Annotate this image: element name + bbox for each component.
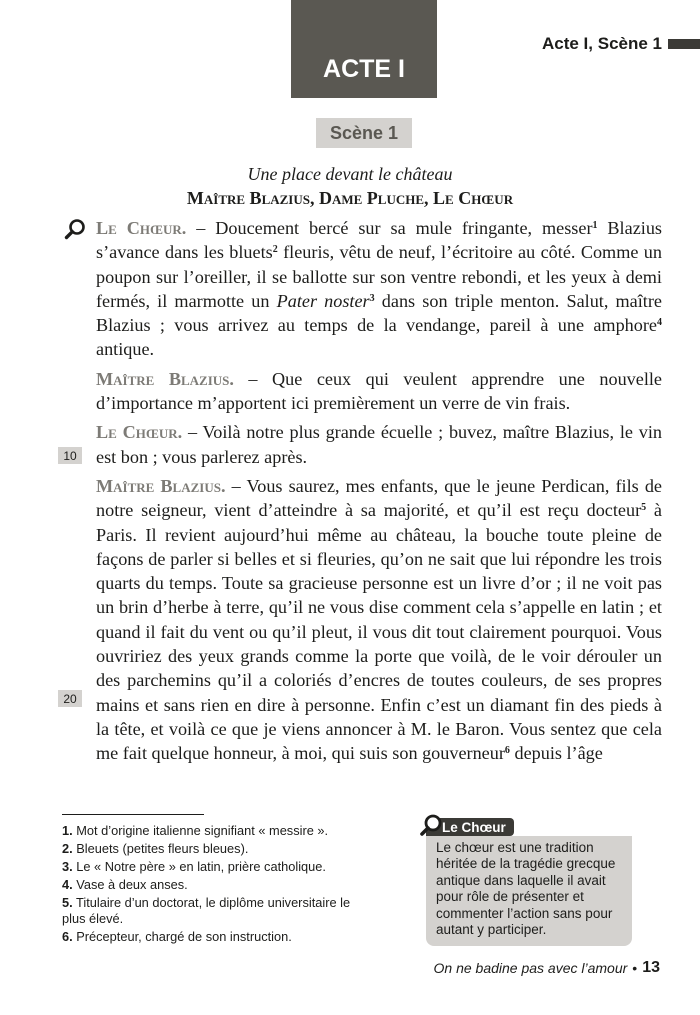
footnote-ref: 5 [641, 502, 647, 514]
speech: Le Chœur. – Doucement bercé sur sa mule fringante, messer$^1$ Blazius s’avance dans les bluets$^2$ fleuris, vêtu de neuf, l’écritoire au côté. Comme un poupon sur l’oreiller, il se ballotte sur son ventre rebondi, et les yeux à demi fermés, il marmotte un Pater noster$^3$ dans son triple menton. Salut, maître Blazius ; vous arrivez au temps de la vendange, pareil à une amphore$^4$ antique. [96, 218, 662, 360]
line-number: 10 [58, 447, 82, 464]
footnote: 4. Vase à deux anses. [62, 877, 188, 892]
running-head [542, 34, 700, 54]
speaker-name: Maître Blazius. [96, 368, 234, 389]
footnotes [62, 823, 372, 947]
running-head-bar [668, 39, 700, 49]
book-title: On ne badine pas avec l’amour [433, 960, 628, 976]
footnote: 3. Le « Notre père » en latin, prière catholique. [62, 859, 326, 874]
footer-bullet: • [632, 960, 638, 976]
running-head-text: Acte I, Scène 1 [541, 34, 662, 53]
magnifying-glass-icon [419, 813, 443, 837]
speaker-name: Maître Blazius. [96, 475, 226, 496]
footnote-ref: 2 [272, 244, 278, 256]
stage-setting: Une place devant le château [247, 164, 453, 184]
speaker-name: Le Chœur. [96, 218, 187, 238]
play-text [96, 216, 662, 771]
page-number: 13 [642, 959, 660, 976]
footnote: 5. Titulaire d’un doctorat, le diplôme universitaire le plus élevé. [62, 895, 351, 926]
footnote: 2. Bleuets (petites fleurs bleues). [62, 841, 249, 856]
character-list: Maître Blazius, Dame Pluche, Le Chœur [186, 188, 514, 208]
footnote-ref: 1 [592, 220, 598, 231]
sidebar-title: Le Chœur [426, 818, 514, 836]
speech: Le Chœur. – Voilà notre plus grande écuelle ; buvez, maître Blazius, le vin est bon ; vous parlerez après. [96, 422, 662, 467]
footnote-ref: 4 [657, 317, 662, 329]
sidebar-box: Le chœur est une tradition héritée de la tragédie grecque antique dans laquelle il avait pour rôle de présenter et commenter l’action sans pour autant y participer. [426, 836, 632, 946]
speech: Maître Blazius. – Vous saurez, mes enfants, que le jeune Perdican, fils de notre seigneur, vient d’atteindre à sa majorité, et qu’il est reçu docteur$^5$ à Paris. Il revient aujourd’hui même au château, la bouche toute pleine de façons de parler si belles et si fleuries, qu’on ne sait que lui répondre les trois quarts du temps. Toute sa gracieuse personne est un livre d’or ; il ne voit pas un brin d’herbe à terre, qu’il ne vous dise comment cela s’appelle en latin ; et quand il fait du vent ou qu’il pleut, il vous dit tout clairement pourquoi. Vous ouvririez des yeux grands comme la porte que voilà, de le voir dérouler un des parchemins qu’il a coloriés d’encres de toutes couleurs, de ses propres mains et sans rien en dire à personne. Enfin c’est un diamant fin des pieds à la tête, et voilà ce que je viens annoncer à M. le Baron. Vous sentez que cela me fait quelque honneur, à moi, qui suis son gouverneur$^6$ depuis l’âge [96, 475, 662, 764]
footnote-ref: 6 [504, 745, 510, 757]
footnote: 6. Précepteur, chargé de son instruction. [62, 929, 292, 944]
speaker-name: Le Chœur. [96, 422, 183, 443]
line-number: 20 [58, 690, 82, 707]
act-title: ACTE I [291, 0, 437, 98]
page-footer [434, 958, 661, 978]
footnote-divider [62, 814, 204, 815]
speech: Maître Blazius. – Que ceux qui veulent apprendre une nouvelle d’importance m’apportent ici premièrement un verre de vin frais. [96, 368, 663, 414]
magnifying-glass-icon [64, 218, 86, 240]
scene-title: Scène 1 [316, 118, 412, 148]
footnote-ref: 3 [369, 292, 375, 304]
footnote: 1. Mot d’origine italienne signifiant « messire ». [62, 823, 329, 838]
